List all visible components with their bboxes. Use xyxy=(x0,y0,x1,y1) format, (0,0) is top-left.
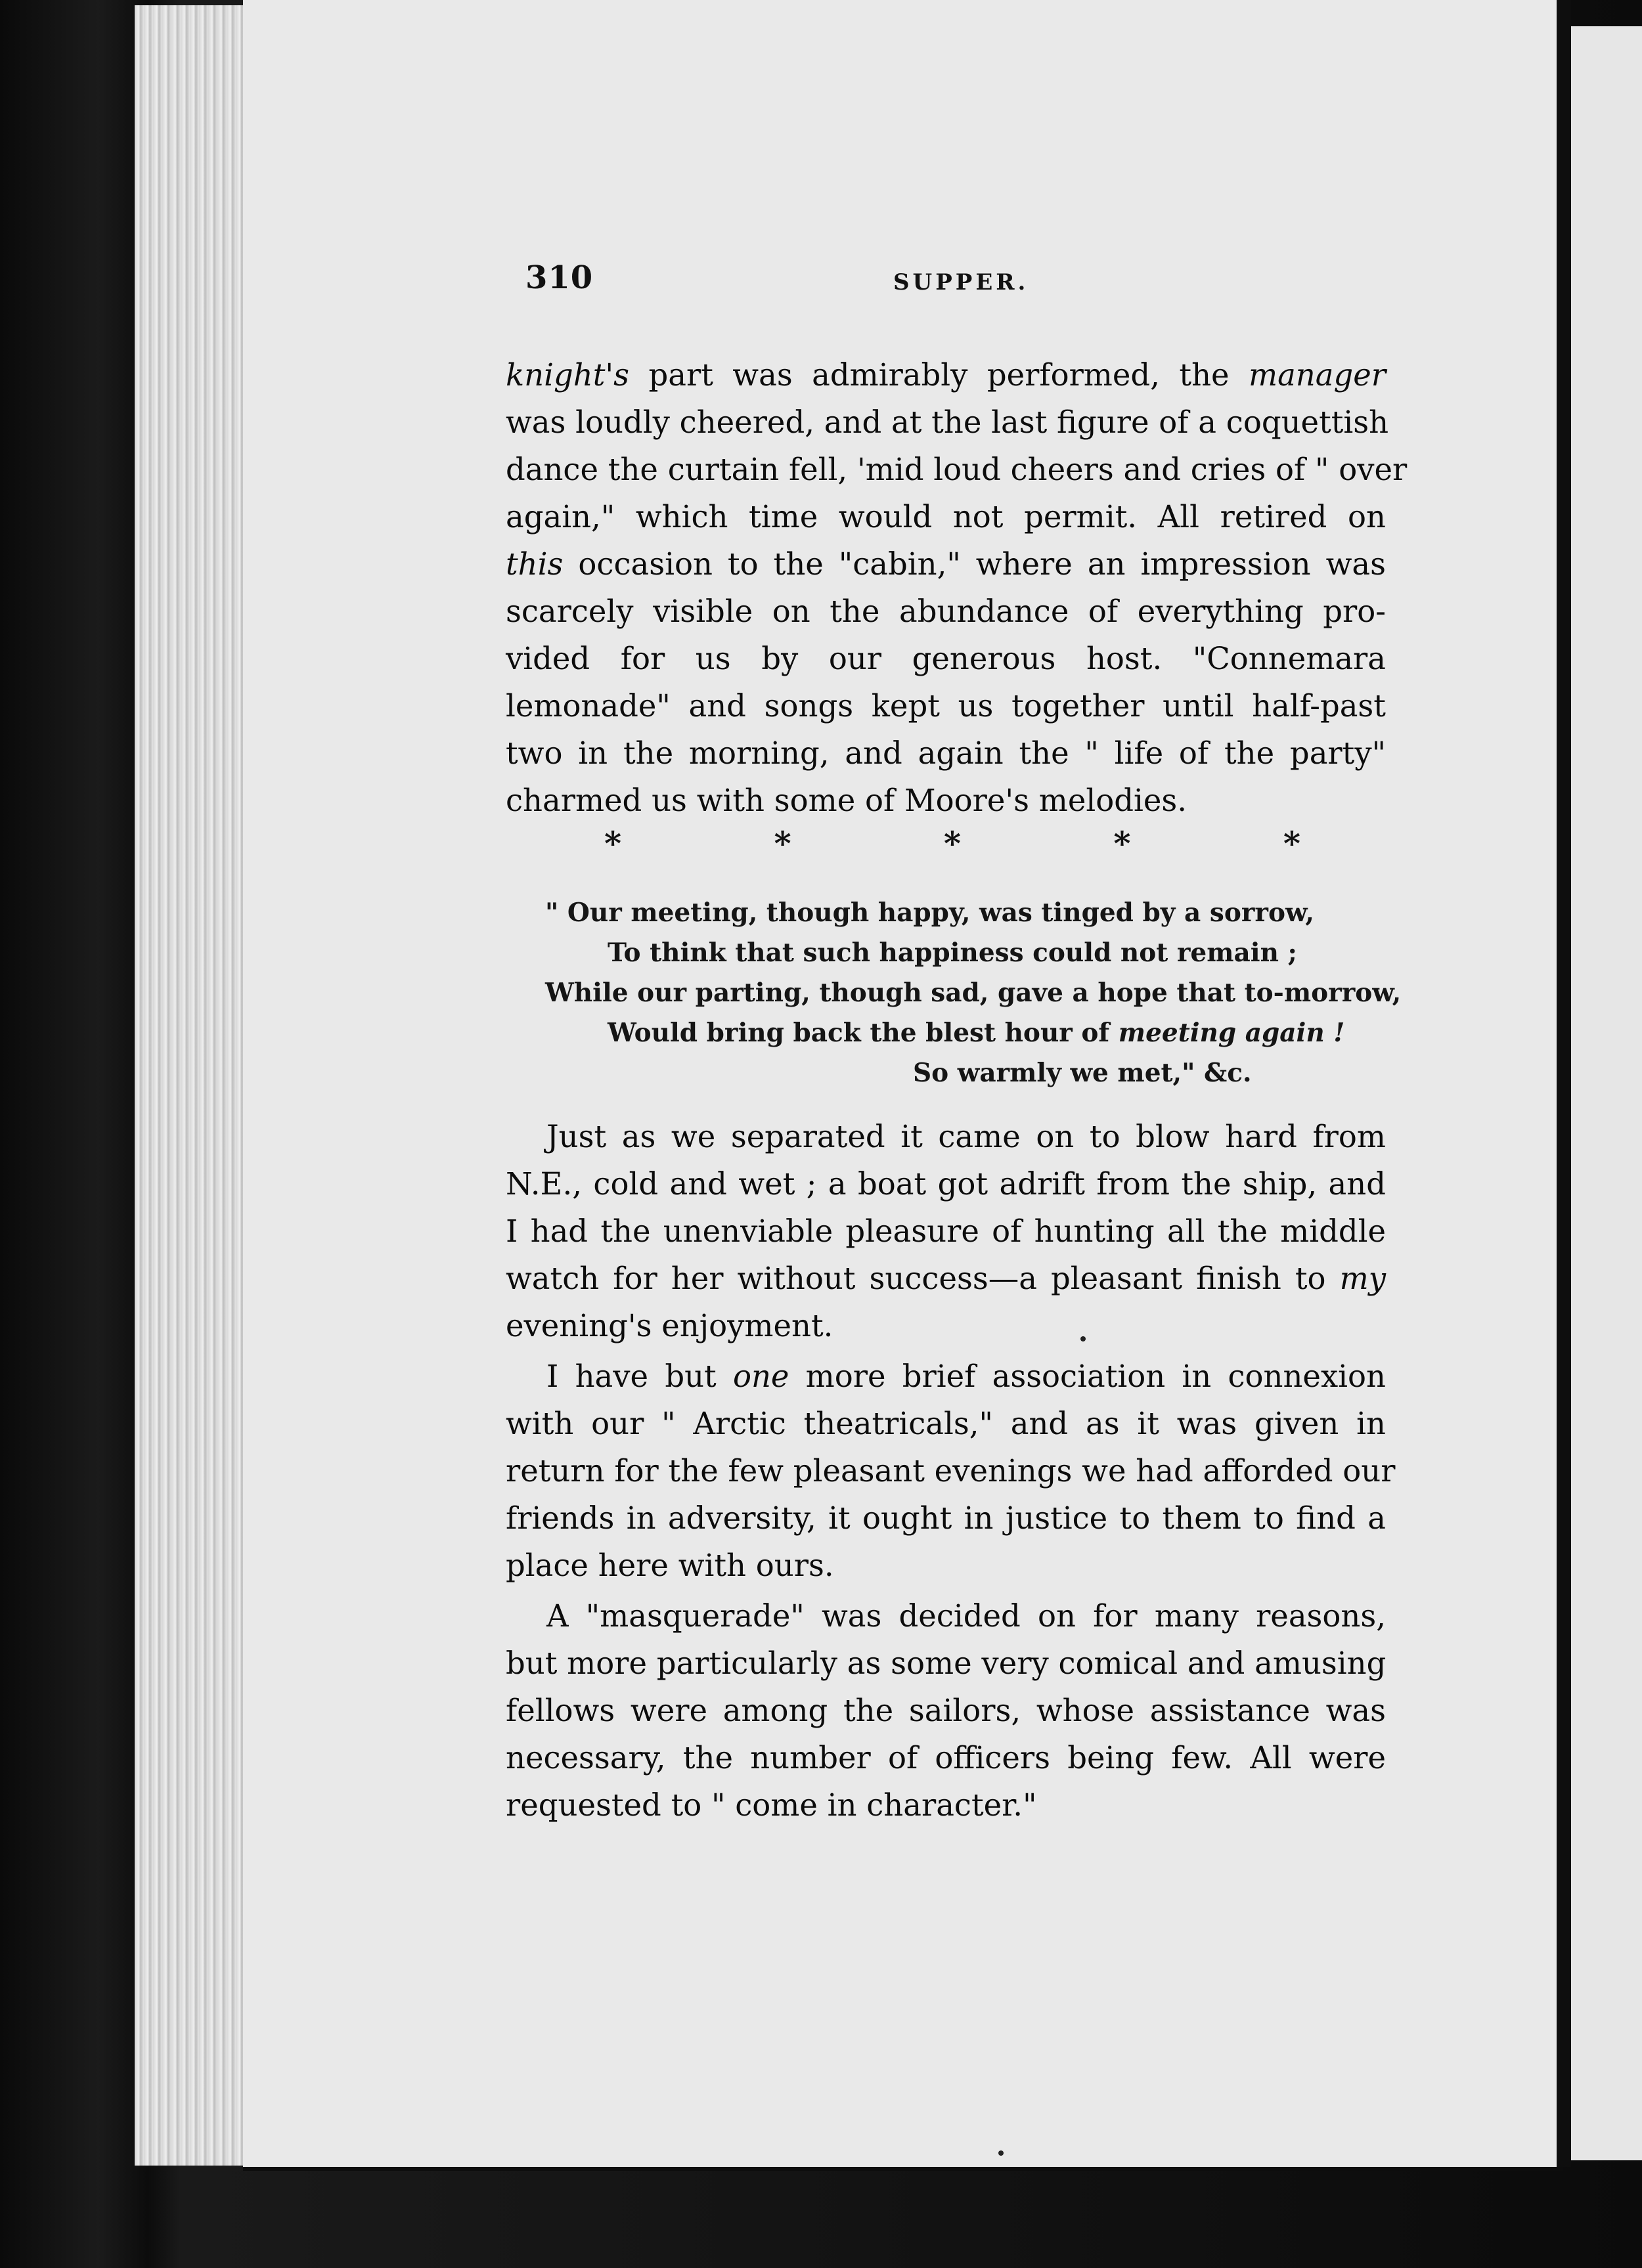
poem-line: So warmly we met," &c. xyxy=(913,1058,1252,1088)
text-line: place here with ours. xyxy=(506,1548,834,1583)
text-line: two in the morning, and again the " life of the party" xyxy=(506,735,1386,771)
facing-page-edge xyxy=(1571,26,1642,2160)
text-line: again," which time would not permit. All retired on xyxy=(506,499,1386,534)
italic-word: manager xyxy=(1248,357,1386,393)
italic-word: one xyxy=(732,1359,789,1394)
text-line: but more particularly as some very comical and amusing xyxy=(506,1646,1387,1681)
ink-speck xyxy=(1080,1336,1086,1341)
paragraph-3 xyxy=(506,1353,1396,1589)
italic-word: this xyxy=(506,546,564,582)
star-ornament: * xyxy=(1113,824,1131,863)
text-line: requested to " come in character." xyxy=(506,1787,1037,1823)
italic-phrase: meeting again ! xyxy=(1118,1018,1345,1048)
text-line: fellows were among the sailors, whose assistance was xyxy=(506,1693,1386,1728)
ink-speck xyxy=(998,2150,1004,2156)
star-ornament: * xyxy=(943,824,962,863)
section-title: SUPPER. xyxy=(893,269,1029,295)
text-line: I have but one more brief association in connexion xyxy=(546,1359,1386,1394)
poem-line: Would bring back the blest hour of meeting again ! xyxy=(608,1018,1345,1048)
text-line: vided for us by our generous host. "Connemara xyxy=(506,641,1386,676)
text-line: this occasion to the "cabin," where an impression was xyxy=(506,546,1386,582)
text-line: A "masquerade" was decided on for many reasons, xyxy=(546,1598,1386,1634)
poem-quotation xyxy=(545,893,1402,1093)
text-line: charmed us with some of Moore's melodies. xyxy=(506,783,1187,818)
page-edges xyxy=(135,5,250,2166)
text-line: N.E., cold and wet ; a boat got adrift from the ship, and xyxy=(506,1166,1386,1202)
text-line: scarcely visible on the abundance of everything pro- xyxy=(506,594,1386,629)
poem-line: " Our meeting, though happy, was tinged by a sorrow, xyxy=(545,898,1314,928)
italic-word: knight's xyxy=(506,357,630,393)
star-ornament: * xyxy=(1283,824,1300,863)
text-line: necessary, the number of officers being few. All were xyxy=(506,1740,1386,1776)
paragraph-1 xyxy=(506,351,1408,824)
text-line: lemonade" and songs kept us together until half-past xyxy=(506,688,1386,724)
poem-line: While our parting, though sad, gave a hope that to-morrow, xyxy=(545,978,1402,1008)
paragraph-2 xyxy=(506,1113,1386,1349)
text-line: knight's part was admirably performed, the manager xyxy=(506,357,1386,393)
text-line: watch for her without success—a pleasant finish to my xyxy=(506,1261,1386,1296)
star-ornament: * xyxy=(604,824,622,863)
italic-word: my xyxy=(1339,1261,1386,1296)
star-ornament: * xyxy=(774,824,791,863)
text-line: friends in adversity, it ought in justice to them to find a xyxy=(506,1500,1386,1536)
text-line: dance the curtain fell, 'mid loud cheers and cries of " over xyxy=(506,452,1408,487)
text-line: with our " Arctic theatricals," and as it was given in xyxy=(506,1406,1386,1441)
paragraph-4 xyxy=(506,1592,1386,1829)
text-line: I had the unenviable pleasure of hunting all the middle xyxy=(506,1213,1386,1249)
page-number: 310 xyxy=(525,259,594,296)
text-line: return for the few pleasant evenings we had afforded our xyxy=(506,1453,1396,1489)
section-break-stars xyxy=(604,824,1300,863)
text-line: evening's enjoyment. xyxy=(506,1308,833,1343)
gutter-shadow xyxy=(1557,0,1571,2167)
poem-line: To think that such happiness could not remain ; xyxy=(608,938,1297,968)
text-line: Just as we separated it came on to blow hard from xyxy=(546,1119,1386,1154)
text-line: was loudly cheered, and at the last figure of a coquettish xyxy=(506,404,1389,440)
